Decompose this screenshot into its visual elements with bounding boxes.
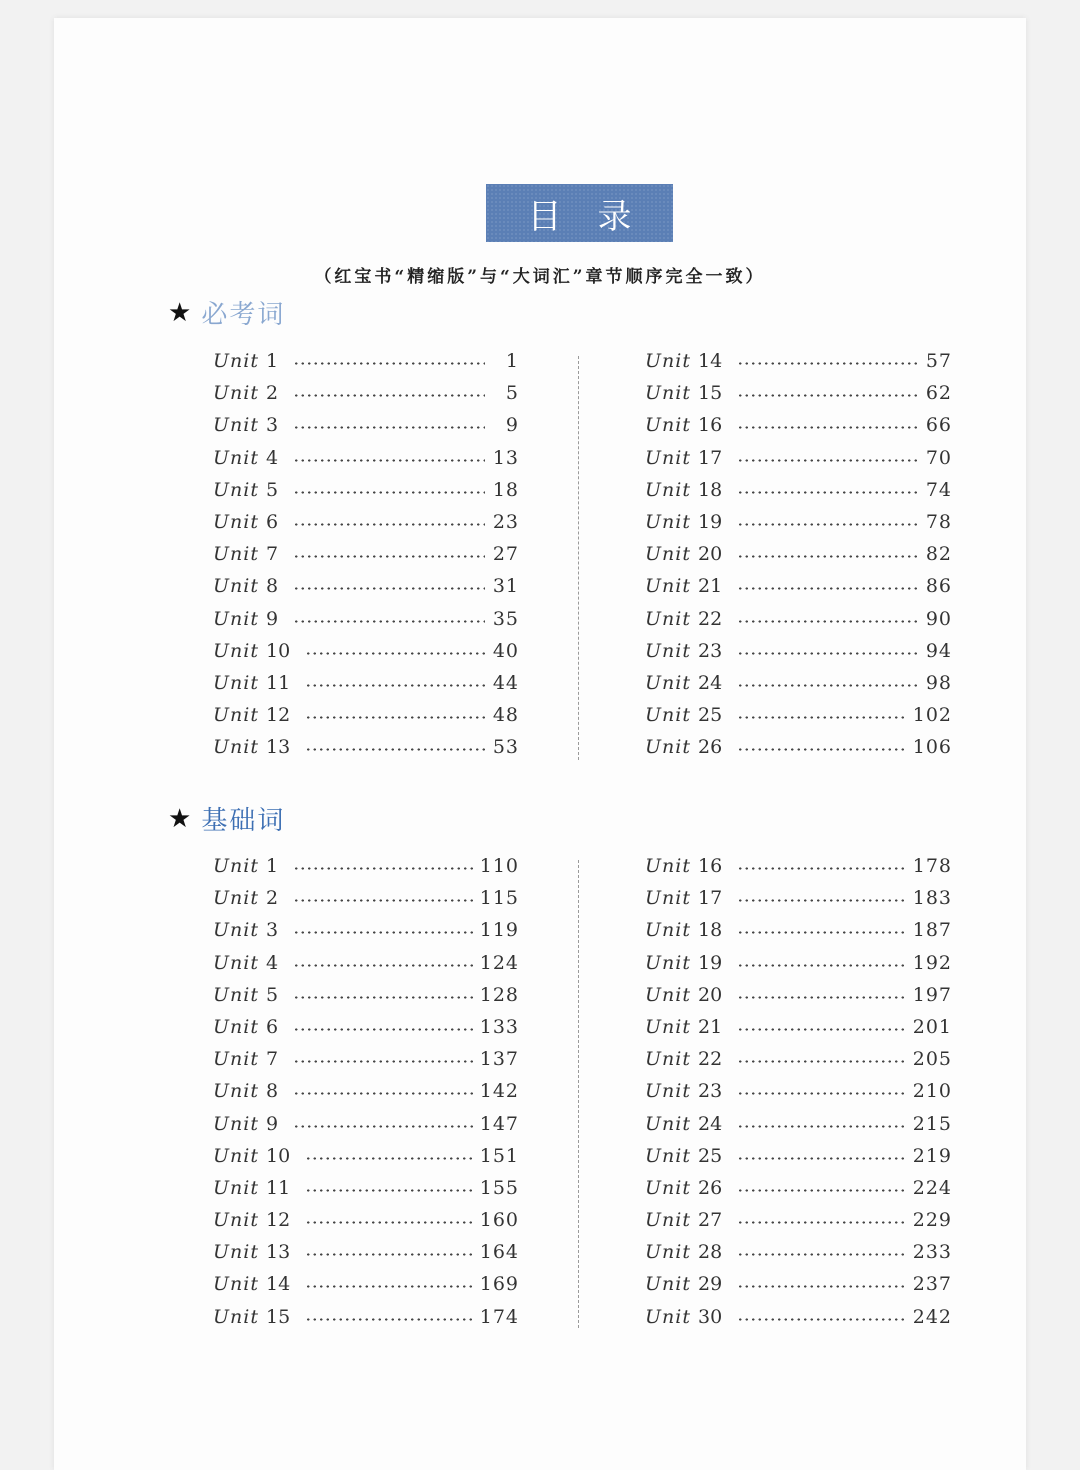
toc-entry xyxy=(645,855,952,887)
unit-number: 8 xyxy=(266,575,279,598)
toc-entry xyxy=(213,1145,519,1177)
unit-label: Unit xyxy=(645,414,691,437)
dot-leader xyxy=(293,426,485,429)
unit-number: 13 xyxy=(266,736,291,759)
toc-entry xyxy=(213,1113,519,1145)
unit-number: 10 xyxy=(266,639,291,662)
page-number: 210 xyxy=(912,1080,952,1103)
dot-leader xyxy=(293,587,485,590)
unit-number: 1 xyxy=(266,350,279,372)
page-number: 201 xyxy=(912,1015,952,1038)
toc-column-right xyxy=(645,350,952,768)
toc-entry xyxy=(213,1209,519,1241)
dot-leader xyxy=(293,523,485,526)
unit-number: 30 xyxy=(698,1305,723,1328)
unit-number: 29 xyxy=(698,1273,723,1296)
page-number: 233 xyxy=(912,1241,952,1264)
dot-leader xyxy=(293,996,473,999)
page-number: 115 xyxy=(479,887,519,910)
toc-entry xyxy=(645,984,952,1016)
unit-label: Unit xyxy=(213,1080,259,1103)
toc-entry xyxy=(213,414,519,446)
unit-label: Unit xyxy=(645,1176,691,1199)
page-number: 197 xyxy=(912,983,952,1006)
unit-number: 14 xyxy=(698,350,723,372)
star-icon: ★ xyxy=(168,803,192,834)
page-number: 18 xyxy=(492,478,519,501)
unit-number: 18 xyxy=(698,478,723,501)
page-number: 90 xyxy=(925,607,952,630)
dot-leader xyxy=(293,394,485,397)
page-number: 215 xyxy=(912,1112,952,1135)
dot-leader xyxy=(293,899,473,902)
unit-number: 11 xyxy=(266,671,291,694)
dot-leader xyxy=(737,996,906,999)
unit-label: Unit xyxy=(645,919,691,942)
unit-number: 7 xyxy=(266,1048,279,1071)
unit-number: 16 xyxy=(698,414,723,437)
dot-leader xyxy=(737,748,906,751)
toc-entry xyxy=(213,1306,519,1338)
toc-title: 目录 xyxy=(527,196,668,237)
unit-number: 22 xyxy=(698,607,723,630)
page-number: 62 xyxy=(925,382,952,405)
unit-number: 3 xyxy=(266,919,279,942)
unit-number: 20 xyxy=(698,983,723,1006)
dot-leader xyxy=(293,964,473,967)
unit-label: Unit xyxy=(213,704,259,727)
page-number: 219 xyxy=(912,1144,952,1167)
unit-label: Unit xyxy=(645,639,691,662)
unit-number: 6 xyxy=(266,510,279,533)
page-number: 102 xyxy=(912,704,952,727)
page-number: 13 xyxy=(492,446,519,469)
column-divider xyxy=(578,356,579,760)
page-number: 224 xyxy=(912,1176,952,1199)
page-number: 94 xyxy=(925,639,952,662)
page-number: 205 xyxy=(912,1048,952,1071)
page-number: 74 xyxy=(925,478,952,501)
unit-label: Unit xyxy=(645,382,691,405)
unit-label: Unit xyxy=(645,478,691,501)
unit-number: 22 xyxy=(698,1048,723,1071)
toc-entry xyxy=(213,919,519,951)
page-number: 137 xyxy=(479,1048,519,1071)
unit-label: Unit xyxy=(645,1241,691,1264)
unit-label: Unit xyxy=(213,736,259,759)
section-title: 必考词 xyxy=(201,300,286,330)
toc-entry xyxy=(213,382,519,414)
dot-leader xyxy=(293,620,485,623)
toc-entry xyxy=(213,575,519,607)
unit-label: Unit xyxy=(213,575,259,598)
toc-entry xyxy=(645,608,952,640)
unit-number: 28 xyxy=(698,1241,723,1264)
unit-label: Unit xyxy=(213,478,259,501)
unit-label: Unit xyxy=(213,919,259,942)
unit-label: Unit xyxy=(645,1305,691,1328)
toc-entry xyxy=(213,511,519,543)
toc-entry xyxy=(213,543,519,575)
unit-number: 19 xyxy=(698,951,723,974)
unit-label: Unit xyxy=(213,639,259,662)
unit-number: 12 xyxy=(266,1209,291,1232)
page-number: 183 xyxy=(912,887,952,910)
dot-leader xyxy=(305,1285,473,1288)
unit-number: 11 xyxy=(266,1176,291,1199)
toc-entry xyxy=(645,1306,952,1338)
unit-number: 2 xyxy=(266,382,279,405)
unit-label: Unit xyxy=(645,446,691,469)
page-number: 110 xyxy=(479,855,519,877)
unit-label: Unit xyxy=(645,951,691,974)
unit-number: 24 xyxy=(698,1112,723,1135)
unit-number: 18 xyxy=(698,919,723,942)
toc-entry xyxy=(645,919,952,951)
unit-label: Unit xyxy=(645,1015,691,1038)
unit-label: Unit xyxy=(213,1112,259,1135)
unit-number: 15 xyxy=(266,1305,291,1328)
toc-entry xyxy=(645,672,952,704)
unit-number: 1 xyxy=(266,855,279,877)
dot-leader xyxy=(293,931,473,934)
unit-label: Unit xyxy=(213,1048,259,1071)
toc-entry xyxy=(645,447,952,479)
page-number: 155 xyxy=(479,1176,519,1199)
unit-label: Unit xyxy=(213,1209,259,1232)
dot-leader xyxy=(737,1092,906,1095)
unit-label: Unit xyxy=(645,671,691,694)
dot-leader xyxy=(737,459,918,462)
dot-leader xyxy=(737,1125,906,1128)
dot-leader xyxy=(737,1028,906,1031)
page-number: 27 xyxy=(492,543,519,566)
toc-entry xyxy=(645,350,952,382)
page-number: 160 xyxy=(479,1209,519,1232)
unit-label: Unit xyxy=(213,1144,259,1167)
unit-label: Unit xyxy=(213,414,259,437)
toc-entry xyxy=(645,640,952,672)
unit-number: 7 xyxy=(266,543,279,566)
toc-entry xyxy=(213,1016,519,1048)
dot-leader xyxy=(293,1125,473,1128)
unit-label: Unit xyxy=(213,1176,259,1199)
dot-leader xyxy=(305,1318,473,1321)
toc-entry xyxy=(645,575,952,607)
unit-label: Unit xyxy=(645,855,691,877)
dot-leader xyxy=(305,684,485,687)
unit-number: 26 xyxy=(698,1176,723,1199)
unit-number: 3 xyxy=(266,414,279,437)
page-number: 23 xyxy=(492,510,519,533)
page-number: 1 xyxy=(505,350,519,372)
page-number: 9 xyxy=(505,414,519,437)
page-number: 142 xyxy=(479,1080,519,1103)
unit-number: 17 xyxy=(698,446,723,469)
unit-number: 23 xyxy=(698,1080,723,1103)
unit-number: 17 xyxy=(698,887,723,910)
page-number: 229 xyxy=(912,1209,952,1232)
toc-entry xyxy=(645,543,952,575)
unit-label: Unit xyxy=(645,704,691,727)
unit-label: Unit xyxy=(213,382,259,405)
toc-entry xyxy=(213,704,519,736)
toc-entry xyxy=(645,414,952,446)
unit-label: Unit xyxy=(213,510,259,533)
toc-entry xyxy=(645,479,952,511)
unit-number: 19 xyxy=(698,510,723,533)
toc-entry xyxy=(645,1273,952,1305)
unit-number: 6 xyxy=(266,1015,279,1038)
unit-label: Unit xyxy=(645,1273,691,1296)
section-header-basic xyxy=(168,800,285,837)
toc-entry xyxy=(645,1177,952,1209)
unit-number: 21 xyxy=(698,575,723,598)
page-number: 70 xyxy=(925,446,952,469)
page-number: 31 xyxy=(492,575,519,598)
page-number: 53 xyxy=(492,736,519,759)
star-icon: ★ xyxy=(168,297,192,328)
unit-label: Unit xyxy=(213,543,259,566)
unit-number: 12 xyxy=(266,704,291,727)
dot-leader xyxy=(305,1221,473,1224)
toc-entry xyxy=(213,736,519,768)
dot-leader xyxy=(293,867,473,870)
dot-leader xyxy=(293,1060,473,1063)
dot-leader xyxy=(305,1189,473,1192)
unit-number: 15 xyxy=(698,382,723,405)
toc-entry xyxy=(213,1241,519,1273)
unit-number: 21 xyxy=(698,1015,723,1038)
unit-number: 26 xyxy=(698,736,723,759)
unit-label: Unit xyxy=(213,983,259,1006)
toc-entry xyxy=(645,1016,952,1048)
section-header-must-know xyxy=(168,294,285,331)
dot-leader xyxy=(737,1318,906,1321)
dot-leader xyxy=(293,491,485,494)
dot-leader xyxy=(737,1060,906,1063)
page-number: 106 xyxy=(912,736,952,759)
toc-entry xyxy=(213,1273,519,1305)
toc-column-left xyxy=(213,855,519,1338)
unit-number: 27 xyxy=(698,1209,723,1232)
dot-leader xyxy=(737,394,918,397)
unit-number: 5 xyxy=(266,983,279,1006)
unit-number: 9 xyxy=(266,1112,279,1135)
dot-leader xyxy=(737,964,906,967)
toc-entry xyxy=(645,887,952,919)
dot-leader xyxy=(305,1253,473,1256)
unit-number: 14 xyxy=(266,1273,291,1296)
toc-entry xyxy=(645,1241,952,1273)
dot-leader xyxy=(737,1189,906,1192)
unit-number: 16 xyxy=(698,855,723,877)
unit-label: Unit xyxy=(645,543,691,566)
toc-entry xyxy=(645,1113,952,1145)
page-number: 133 xyxy=(479,1015,519,1038)
unit-number: 25 xyxy=(698,704,723,727)
toc-entry xyxy=(645,1048,952,1080)
dot-leader xyxy=(293,1028,473,1031)
section-title: 基础词 xyxy=(201,806,286,836)
unit-number: 24 xyxy=(698,671,723,694)
page-number: 178 xyxy=(912,855,952,877)
unit-label: Unit xyxy=(213,1305,259,1328)
unit-label: Unit xyxy=(645,575,691,598)
dot-leader xyxy=(293,1092,473,1095)
page-number: 128 xyxy=(479,983,519,1006)
dot-leader xyxy=(737,684,918,687)
toc-entry xyxy=(213,350,519,382)
column-divider xyxy=(578,860,579,1328)
dot-leader xyxy=(737,1285,906,1288)
page-number: 147 xyxy=(479,1112,519,1135)
unit-number: 25 xyxy=(698,1144,723,1167)
toc-entry xyxy=(213,1048,519,1080)
page-number: 44 xyxy=(492,671,519,694)
page-number: 151 xyxy=(479,1144,519,1167)
toc-entry xyxy=(213,952,519,984)
unit-label: Unit xyxy=(213,951,259,974)
page-number: 237 xyxy=(912,1273,952,1296)
toc-entry xyxy=(645,1080,952,1112)
toc-entry xyxy=(645,1209,952,1241)
unit-number: 10 xyxy=(266,1144,291,1167)
dot-leader xyxy=(305,716,485,719)
page-number: 86 xyxy=(925,575,952,598)
unit-number: 4 xyxy=(266,446,279,469)
toc-entry xyxy=(213,855,519,887)
dot-leader xyxy=(293,555,485,558)
toc-entry xyxy=(213,984,519,1016)
unit-number: 4 xyxy=(266,951,279,974)
toc-entry xyxy=(645,704,952,736)
dot-leader xyxy=(305,1157,473,1160)
toc-entry xyxy=(645,952,952,984)
dot-leader xyxy=(737,1253,906,1256)
unit-label: Unit xyxy=(645,1112,691,1135)
page-number: 66 xyxy=(925,414,952,437)
unit-number: 9 xyxy=(266,607,279,630)
dot-leader xyxy=(293,459,485,462)
toc-title-box xyxy=(486,184,673,242)
dot-leader xyxy=(737,899,906,902)
toc-entry xyxy=(213,887,519,919)
unit-label: Unit xyxy=(645,983,691,1006)
unit-label: Unit xyxy=(213,855,259,877)
unit-label: Unit xyxy=(645,607,691,630)
unit-label: Unit xyxy=(645,736,691,759)
toc-entry xyxy=(645,511,952,543)
unit-label: Unit xyxy=(213,1273,259,1296)
unit-label: Unit xyxy=(645,1080,691,1103)
dot-leader xyxy=(737,931,906,934)
unit-label: Unit xyxy=(213,1015,259,1038)
page-number: 169 xyxy=(479,1273,519,1296)
unit-label: Unit xyxy=(213,350,259,372)
toc-column-right xyxy=(645,855,952,1338)
unit-label: Unit xyxy=(645,887,691,910)
unit-label: Unit xyxy=(213,671,259,694)
page-number: 174 xyxy=(479,1305,519,1328)
page-number: 57 xyxy=(925,350,952,372)
page-number: 192 xyxy=(912,951,952,974)
page-number: 35 xyxy=(492,607,519,630)
dot-leader xyxy=(737,620,918,623)
toc-entry xyxy=(213,640,519,672)
unit-number: 13 xyxy=(266,1241,291,1264)
page-number: 5 xyxy=(505,382,519,405)
unit-number: 23 xyxy=(698,639,723,662)
unit-label: Unit xyxy=(645,510,691,533)
unit-label: Unit xyxy=(645,1048,691,1071)
page-number: 78 xyxy=(925,510,952,533)
page-number: 40 xyxy=(492,639,519,662)
toc-entry xyxy=(213,1080,519,1112)
unit-label: Unit xyxy=(213,887,259,910)
unit-label: Unit xyxy=(645,1144,691,1167)
unit-label: Unit xyxy=(213,1241,259,1264)
toc-entry xyxy=(645,382,952,414)
dot-leader xyxy=(737,523,918,526)
dot-leader xyxy=(737,555,918,558)
toc-entry xyxy=(213,447,519,479)
unit-label: Unit xyxy=(213,446,259,469)
dot-leader xyxy=(737,652,918,655)
dot-leader xyxy=(737,491,918,494)
page-number: 164 xyxy=(479,1241,519,1264)
unit-number: 8 xyxy=(266,1080,279,1103)
dot-leader xyxy=(737,1221,906,1224)
unit-label: Unit xyxy=(645,1209,691,1232)
dot-leader xyxy=(737,362,918,365)
toc-subtitle: （红宝书“精缩版”与“大词汇”章节顺序完全一致） xyxy=(314,267,766,287)
unit-number: 5 xyxy=(266,478,279,501)
toc-entry xyxy=(645,736,952,768)
page-number: 124 xyxy=(479,951,519,974)
page-number: 98 xyxy=(925,671,952,694)
toc-entry xyxy=(213,672,519,704)
dot-leader xyxy=(737,716,906,719)
unit-label: Unit xyxy=(213,607,259,630)
dot-leader xyxy=(737,587,918,590)
unit-number: 20 xyxy=(698,543,723,566)
dot-leader xyxy=(737,426,918,429)
dot-leader xyxy=(293,362,485,365)
page-number: 119 xyxy=(479,919,519,942)
toc-column-left xyxy=(213,350,519,768)
dot-leader xyxy=(737,867,906,870)
dot-leader xyxy=(305,652,485,655)
unit-number: 2 xyxy=(266,887,279,910)
page-number: 48 xyxy=(492,704,519,727)
unit-label: Unit xyxy=(645,350,691,372)
toc-entry xyxy=(213,1177,519,1209)
dot-leader xyxy=(305,748,485,751)
toc-entry xyxy=(213,479,519,511)
page-number: 242 xyxy=(912,1305,952,1328)
page-number: 82 xyxy=(925,543,952,566)
toc-entry xyxy=(645,1145,952,1177)
page-number: 187 xyxy=(912,919,952,942)
dot-leader xyxy=(737,1157,906,1160)
toc-entry xyxy=(213,608,519,640)
